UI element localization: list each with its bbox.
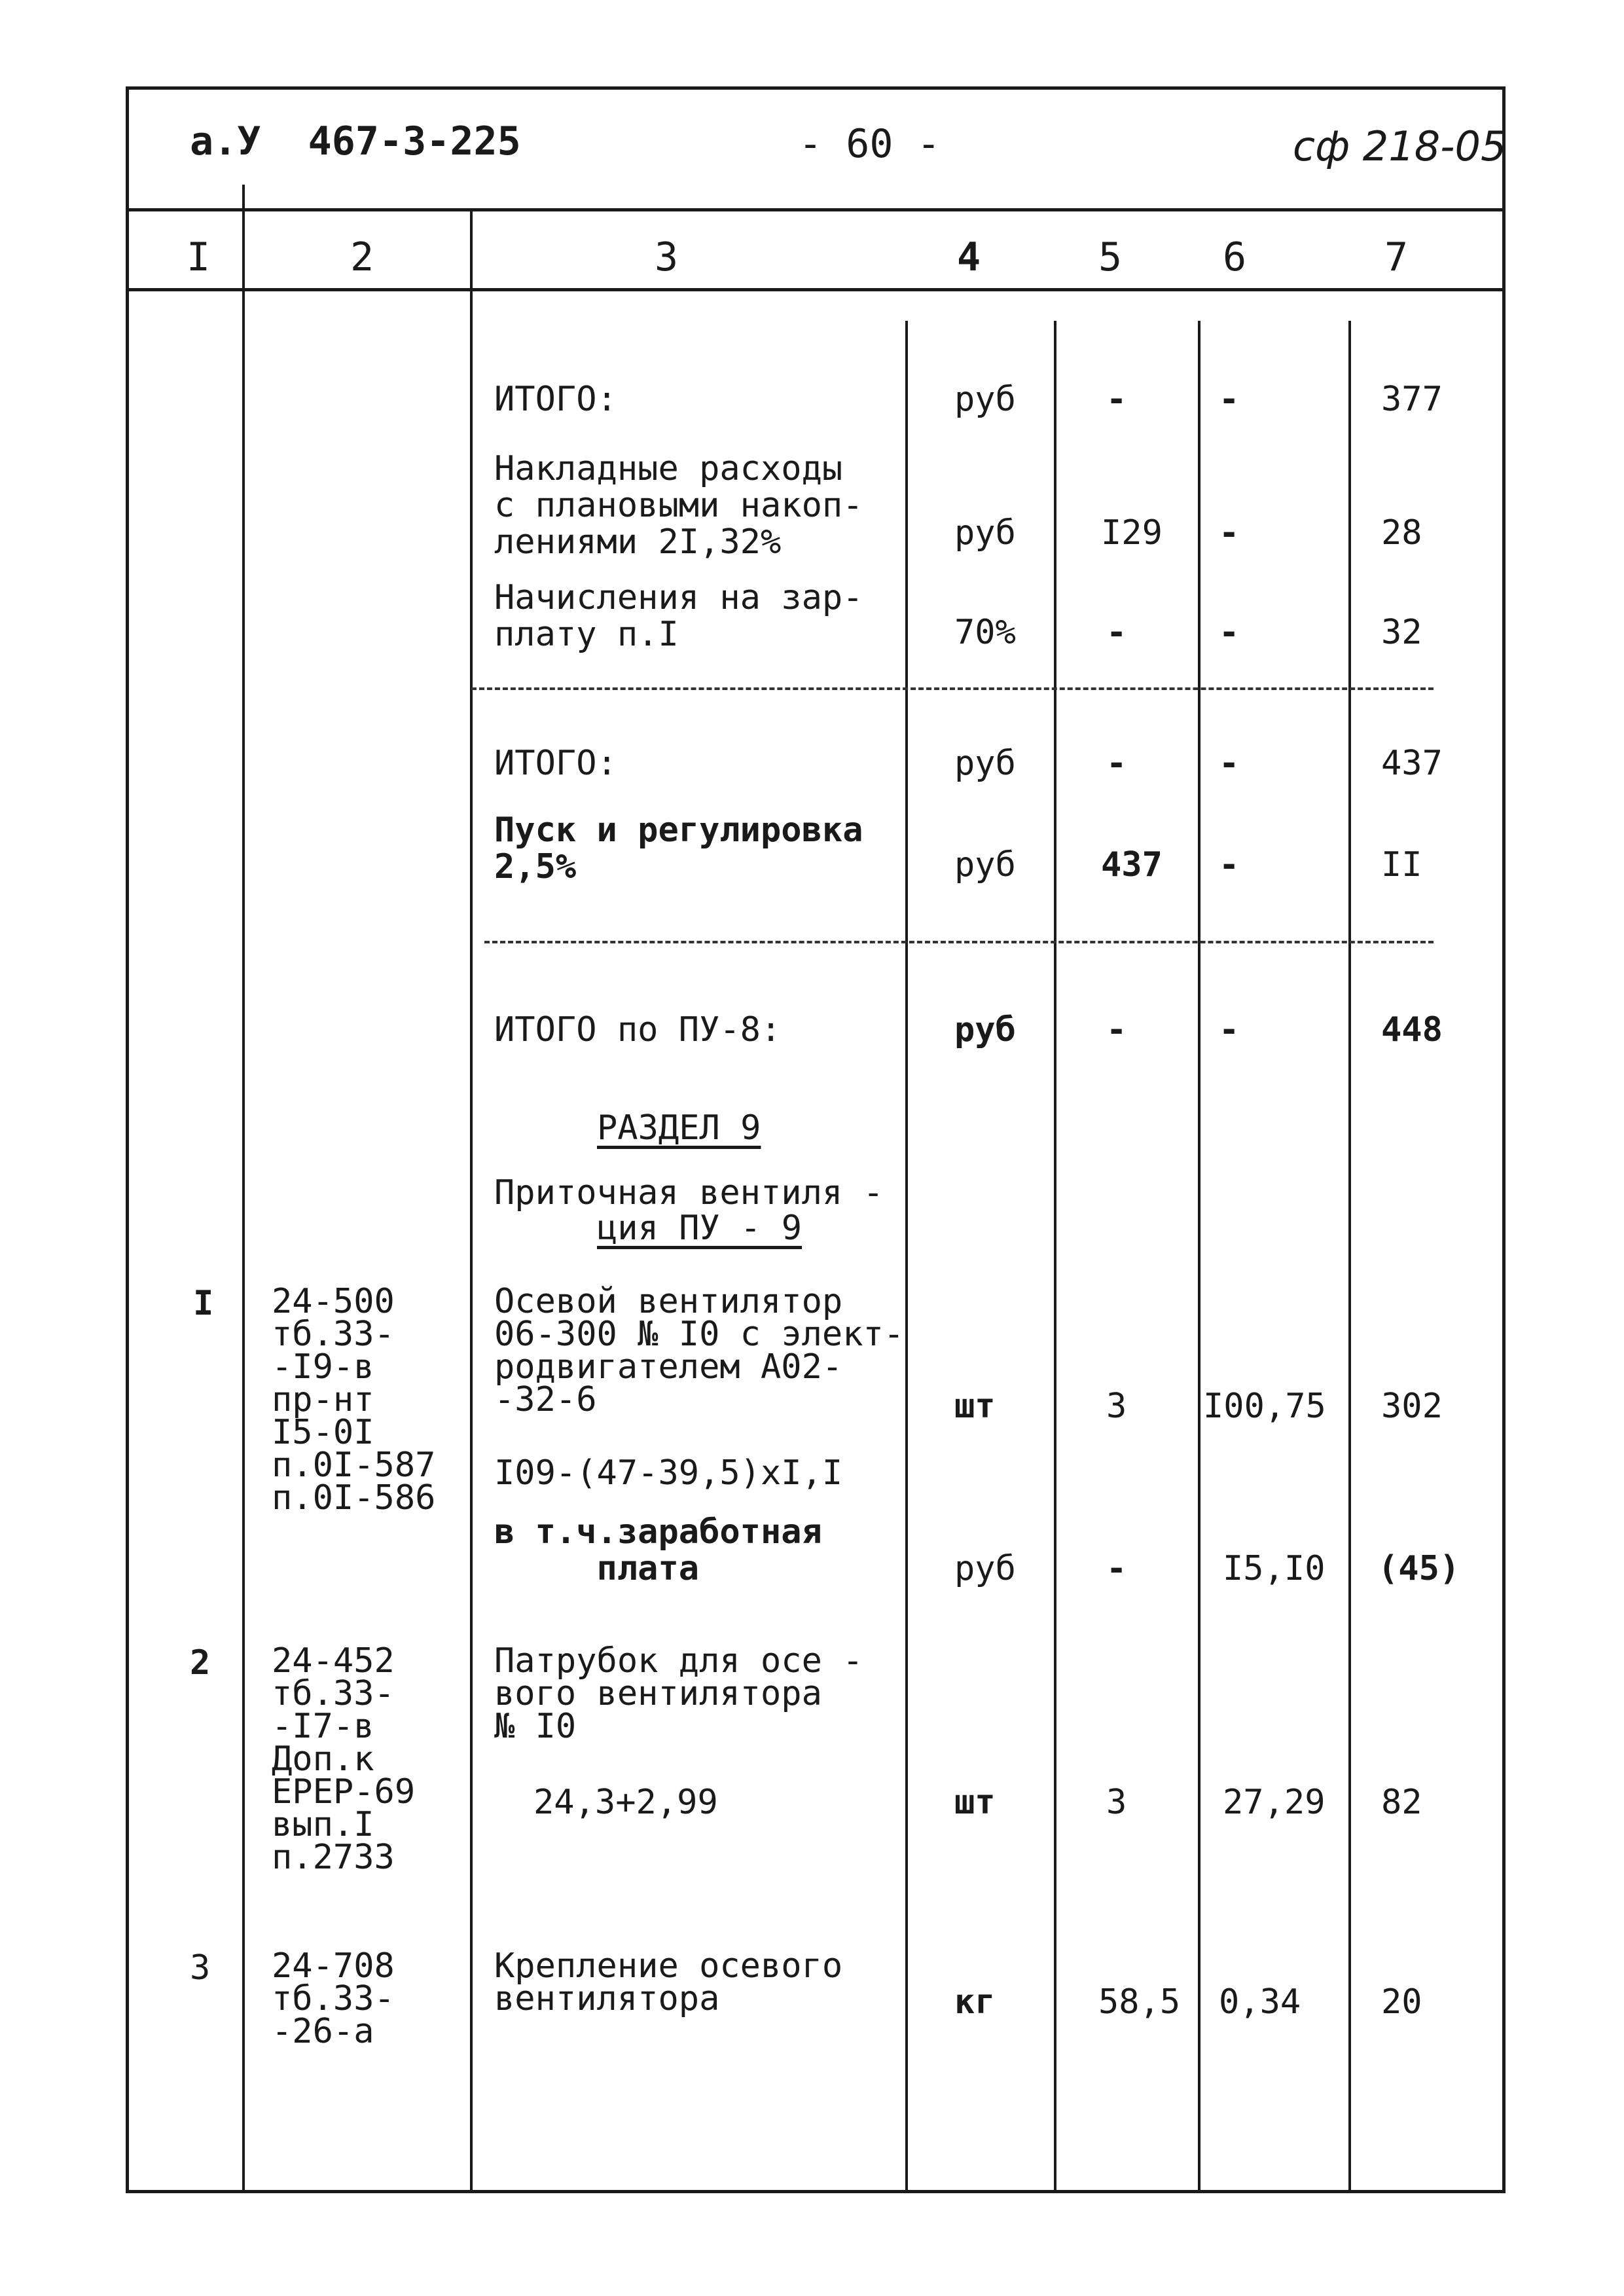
item-2-name: Патрубок для осе - вого вентилятора № I0	[494, 1641, 863, 1746]
column-number-7: 7	[1384, 234, 1409, 280]
item-1-total: 302	[1381, 1387, 1443, 1426]
overhead-unit: руб	[954, 513, 1016, 553]
item-1-wage-qty: -	[1106, 1549, 1127, 1588]
pu8-total-total: 448	[1381, 1010, 1443, 1049]
item-1-price: I00,75	[1203, 1387, 1326, 1426]
item-1-number: I	[193, 1284, 214, 1323]
payroll-charge-name: Начисления на зар- плату п.I	[494, 578, 863, 654]
subtotal-rule-1	[471, 687, 1434, 690]
row-total-2-name: ИТОГО:	[494, 744, 617, 783]
pu8-total-qty: -	[1106, 1010, 1127, 1049]
row-total-2-total: 437	[1381, 744, 1443, 783]
item-1-formula: I09-(47-39,5)хI,I	[494, 1453, 843, 1493]
overhead-total: 28	[1381, 513, 1422, 553]
startup-name: Пуск и регулировка 2,5%	[494, 811, 863, 886]
column-number-6: 6	[1223, 234, 1247, 280]
column-number-5: 5	[1098, 234, 1123, 280]
row-total-1-name: ИТОГО:	[494, 380, 617, 419]
item-3-name: Крепление осевого вентилятора	[494, 1946, 843, 2018]
startup-price: -	[1219, 845, 1240, 884]
item-3-code: 24-708 тб.33- -26-а	[272, 1946, 395, 2051]
column-number-3: 3	[655, 234, 679, 280]
header-divider	[126, 208, 1506, 211]
item-1-code: 24-500 тб.33- -I9-в пр-нт I5-0I п.0I-587 п.0I-586	[272, 1282, 436, 1518]
column-number-1: I	[187, 234, 211, 280]
payroll-charge-unit: 70%	[954, 613, 1016, 652]
section-subtitle-line-1: Приточная вентиля -	[494, 1173, 884, 1212]
item-2-code: 24-452 тб.33- -I7-в Доп.к ЕРЕР-69 вып.I п.2733	[272, 1641, 416, 1877]
page-frame	[126, 86, 1506, 2193]
column-divider-1	[242, 185, 245, 2193]
item-1-wage-unit: руб	[954, 1549, 1016, 1588]
item-2-price: 27,29	[1223, 1783, 1326, 1822]
column-divider-4	[1054, 321, 1056, 2193]
column-divider-6	[1348, 321, 1351, 2193]
item-2-number: 2	[190, 1643, 211, 1683]
item-2-total: 82	[1381, 1783, 1422, 1822]
section-title: РАЗДЕЛ 9	[597, 1108, 761, 1148]
row-total-2-price: -	[1219, 744, 1240, 783]
pu8-total-price: -	[1219, 1010, 1240, 1049]
payroll-charge-price: -	[1219, 613, 1240, 652]
row-total-1-qty: -	[1106, 380, 1127, 419]
item-3-unit: кг	[954, 1982, 996, 2022]
item-3-number: 3	[190, 1948, 211, 1988]
column-divider-3	[905, 321, 908, 2193]
overhead-price: -	[1219, 513, 1240, 553]
column-divider-5	[1198, 321, 1200, 2193]
item-1-wage-name: в т.ч.заработная плата	[494, 1512, 822, 1588]
subtotal-rule-2	[484, 941, 1434, 943]
column-header-divider	[126, 288, 1506, 291]
row-total-2-qty: -	[1106, 744, 1127, 783]
section-subtitle-line-2: ция ПУ - 9	[597, 1209, 803, 1248]
sheet-reference: сф 218-05	[1293, 122, 1507, 170]
page-number: - 60 -	[799, 121, 941, 167]
item-1-qty: 3	[1106, 1387, 1127, 1426]
item-1-wage-price: I5,I0	[1223, 1549, 1326, 1588]
row-total-1-price: -	[1219, 380, 1240, 419]
document-code: а.У 467-3-225	[190, 118, 521, 164]
payroll-charge-qty: -	[1106, 613, 1127, 652]
row-total-2-unit: руб	[954, 744, 1016, 783]
item-3-qty: 58,5	[1098, 1982, 1181, 2022]
column-number-4: 4	[957, 234, 981, 280]
item-2-unit: шт	[954, 1783, 996, 1822]
startup-unit: руб	[954, 845, 1016, 884]
overhead-qty: I29	[1101, 513, 1163, 553]
item-2-qty: 3	[1106, 1783, 1127, 1822]
payroll-charge-total: 32	[1381, 613, 1422, 652]
pu8-total-unit: руб	[954, 1010, 1016, 1049]
column-number-2: 2	[350, 234, 374, 280]
item-3-price: 0,34	[1219, 1982, 1301, 2022]
row-total-1-total: 377	[1381, 380, 1443, 419]
item-2-formula: 24,3+2,99	[533, 1783, 718, 1822]
item-1-name: Осевой вентилятор 06-300 № I0 с элект- родвигателем А02- -32-6	[494, 1282, 905, 1419]
column-divider-2	[470, 208, 473, 2193]
item-1-wage-total: (45)	[1378, 1549, 1460, 1588]
overhead-name: Накладные расходы с плановыми накоп- лениями 2I,32%	[494, 449, 863, 562]
pu8-total-name: ИТОГО по ПУ-8:	[494, 1010, 782, 1049]
item-3-total: 20	[1381, 1982, 1422, 2022]
item-1-unit: шт	[954, 1387, 996, 1426]
startup-total: II	[1381, 845, 1422, 884]
row-total-1-unit: руб	[954, 380, 1016, 419]
startup-qty: 437	[1101, 845, 1163, 884]
